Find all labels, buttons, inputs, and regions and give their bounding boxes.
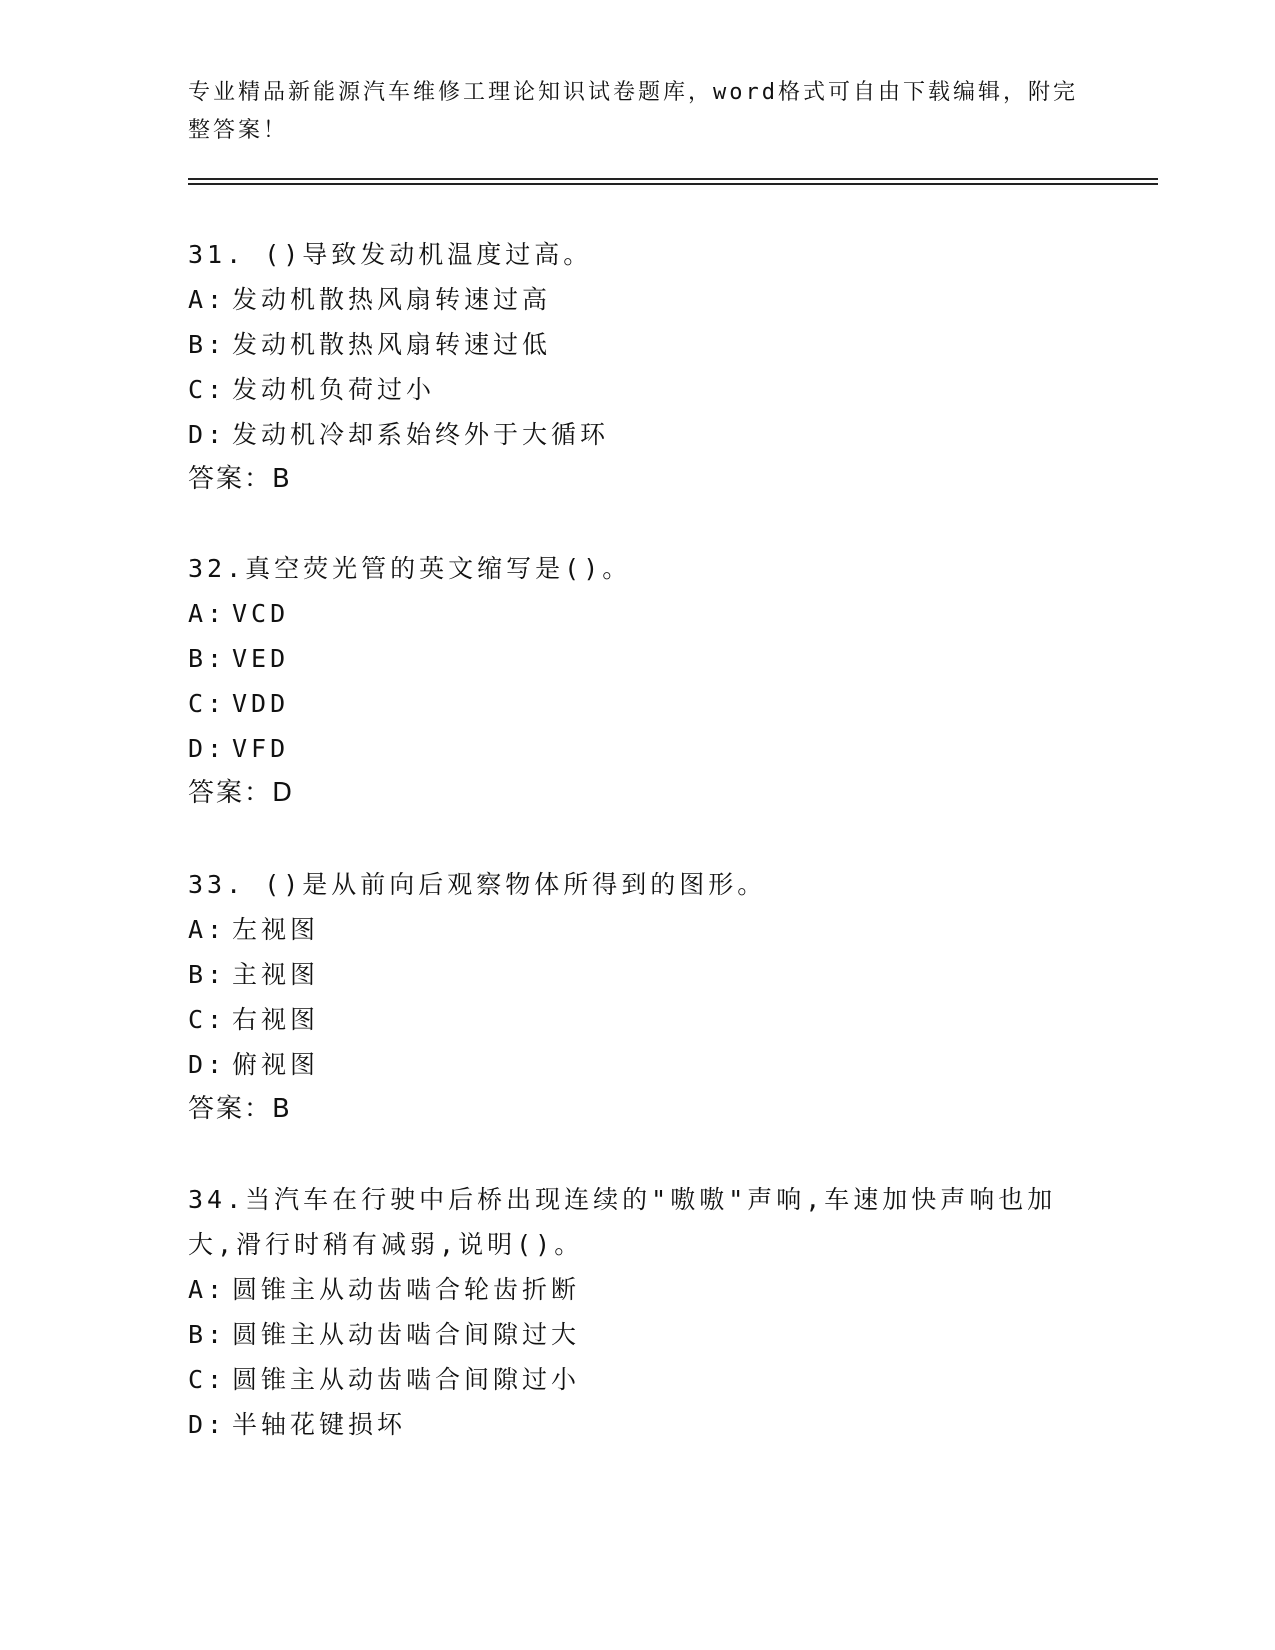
option-letter: A:	[188, 285, 227, 314]
option-letter: D:	[188, 420, 227, 449]
header-double-rule	[188, 178, 1158, 185]
option-b	[188, 636, 1148, 681]
option-letter: C:	[188, 1365, 227, 1394]
option-text: 圆锥主从动齿啮合间隙过大	[232, 1320, 581, 1349]
question-stem: 34.当汽车在行驶中后桥出现连续的"嗷嗷"声响,车速加快声响也加大,滑行时稍有减弱,说明()。	[188, 1185, 1057, 1259]
option-letter: C:	[188, 375, 227, 404]
option-d	[188, 1402, 1148, 1447]
option-d	[188, 726, 1148, 771]
option-text: 圆锥主从动齿啮合间隙过小	[232, 1365, 581, 1394]
option-text: VDD	[232, 689, 290, 718]
option-letter: B:	[188, 1320, 227, 1349]
question-stem: 31. ()导致发动机温度过高。	[188, 240, 593, 269]
option-letter: B:	[188, 644, 227, 673]
option-c	[188, 997, 1148, 1042]
option-letter: A:	[188, 915, 227, 944]
answer-line: 答案：D	[188, 778, 295, 808]
answer-line: 答案：B	[188, 464, 292, 494]
option-a	[188, 1267, 1148, 1312]
option-a	[188, 277, 1148, 322]
option-c	[188, 1357, 1148, 1402]
option-text: VFD	[232, 734, 290, 763]
question-stem: 33. ()是从前向后观察物体所得到的图形。	[188, 870, 767, 899]
option-text: 主视图	[232, 960, 320, 989]
option-letter: D:	[188, 1050, 227, 1079]
option-c	[188, 681, 1148, 726]
question-stem: 32.真空荧光管的英文缩写是()。	[188, 554, 632, 583]
option-text: 右视图	[232, 1005, 320, 1034]
option-d	[188, 1042, 1148, 1087]
option-text: VCD	[232, 599, 290, 628]
option-d	[188, 412, 1148, 457]
option-text: 半轴花键损坏	[232, 1410, 407, 1439]
option-letter: B:	[188, 960, 227, 989]
option-letter: D:	[188, 1410, 227, 1439]
option-text: 左视图	[232, 915, 320, 944]
question-33	[188, 862, 1148, 1132]
option-letter: A:	[188, 599, 227, 628]
option-text: 发动机散热风扇转速过高	[232, 285, 552, 314]
option-text: 俯视图	[232, 1050, 320, 1079]
answer-line: 答案：B	[188, 1094, 292, 1124]
option-b	[188, 952, 1148, 997]
option-b	[188, 1312, 1148, 1357]
option-letter: D:	[188, 734, 227, 763]
question-32	[188, 546, 1148, 816]
option-text: 圆锥主从动齿啮合轮齿折断	[232, 1275, 581, 1304]
question-31	[188, 232, 1148, 502]
option-letter: C:	[188, 689, 227, 718]
option-text: 发动机冷却系始终外于大循环	[232, 420, 610, 449]
question-34	[188, 1177, 1148, 1447]
option-letter: C:	[188, 1005, 227, 1034]
option-b	[188, 322, 1148, 367]
option-text: VED	[232, 644, 290, 673]
option-text: 发动机散热风扇转速过低	[232, 330, 552, 359]
option-c	[188, 367, 1148, 412]
option-a	[188, 591, 1148, 636]
option-letter: A:	[188, 1275, 227, 1304]
document-header-text: 专业精品新能源汽车维修工理论知识试卷题库，word格式可自由下载编辑，附完整答案！	[188, 80, 1078, 143]
option-text: 发动机负荷过小	[232, 375, 436, 404]
option-letter: B:	[188, 330, 227, 359]
option-a	[188, 907, 1148, 952]
